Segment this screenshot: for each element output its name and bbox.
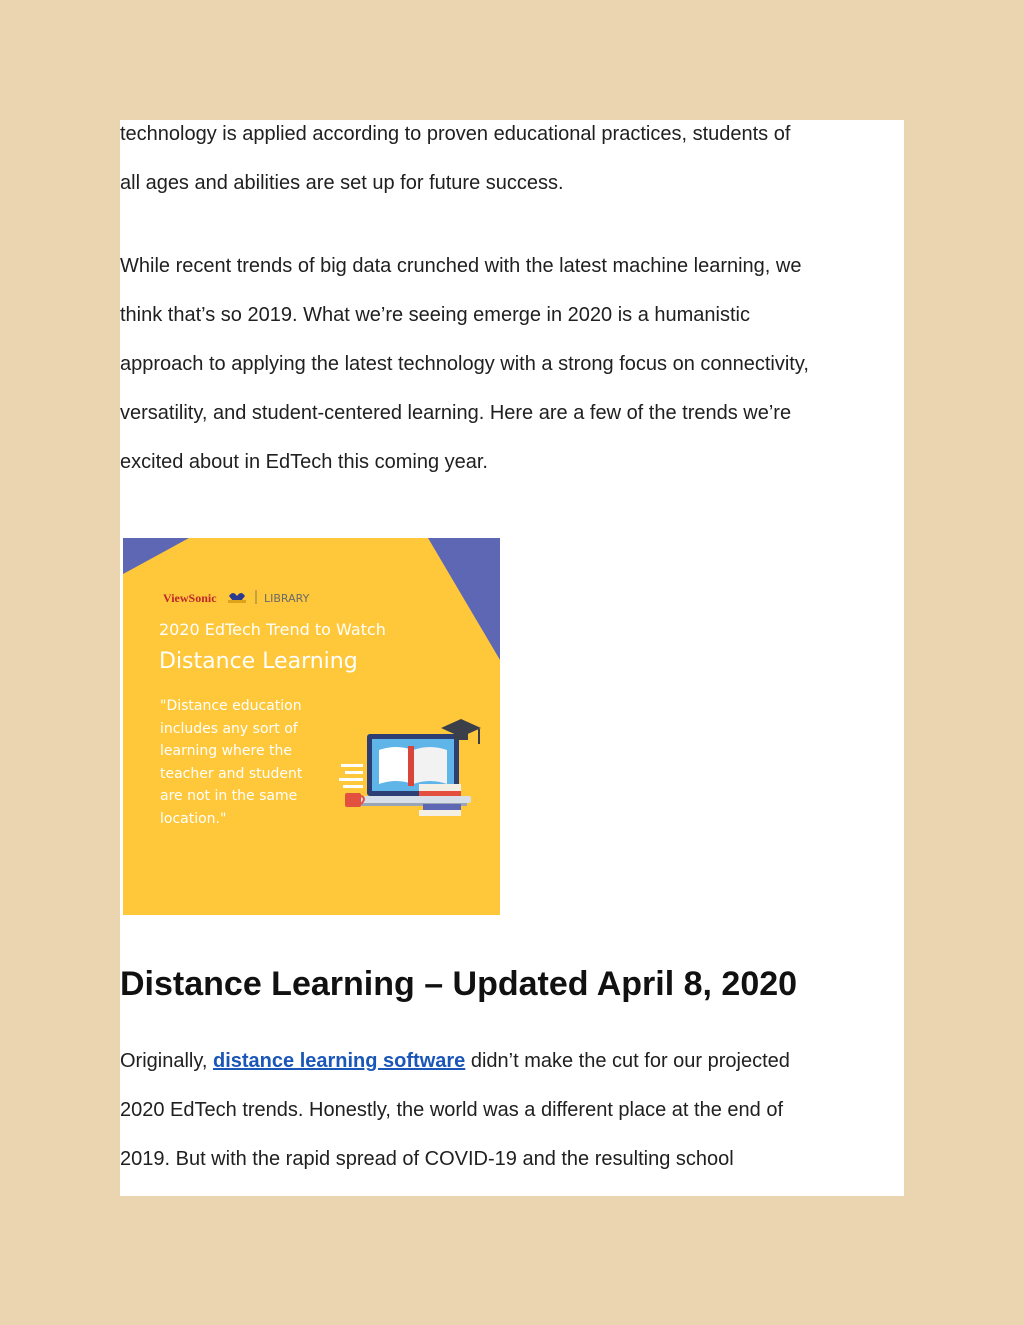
graphic-subtitle: 2020 EdTech Trend to Watch — [159, 620, 386, 639]
trends-paragraph — [120, 242, 809, 487]
distance-learning-software-link[interactable]: distance learning software — [213, 1050, 466, 1072]
books-stack-icon — [419, 784, 461, 796]
stacked-books-right-icon — [419, 804, 461, 816]
section-paragraph — [120, 1037, 790, 1184]
document-page — [120, 120, 904, 1196]
brand-logo-text: ViewSonic — [163, 591, 217, 605]
quote-line: are not in the same — [160, 788, 298, 804]
quote-line: "Distance education — [160, 698, 302, 714]
birds-logo-icon — [228, 593, 246, 603]
text-line: think that’s so 2019. What we’re seeing emerge in 2020 is a humanistic — [120, 304, 750, 326]
text-line: versatility, and student-centered learning. Here are a few of the trends we’re — [120, 402, 792, 424]
quote-line: teacher and student — [160, 766, 303, 782]
text-line: technology is applied according to proven educational practices, students of — [120, 123, 791, 145]
text-prefix: Originally, — [120, 1050, 213, 1072]
text-line: While recent trends of big data crunched with the latest machine learning, we — [120, 255, 802, 277]
corner-accent-left — [123, 538, 189, 574]
distance-learning-graphic — [123, 538, 500, 915]
motion-lines-icon — [339, 764, 363, 788]
quote-line: learning where the — [160, 743, 292, 759]
text-line: 2019. But with the rapid spread of COVID-19 and the resulting school — [120, 1148, 734, 1170]
text-line: excited about in EdTech this coming year. — [120, 451, 488, 473]
corner-accent-right — [428, 538, 500, 660]
library-label: LIBRARY — [264, 592, 310, 605]
intro-paragraph — [120, 110, 790, 208]
text-line: approach to applying the latest technology with a strong focus on connectivity, — [120, 353, 809, 375]
text-line: 2020 EdTech trends. Honestly, the world was a different place at the end of — [120, 1099, 783, 1121]
text-line: all ages and abilities are set up for future success. — [120, 172, 564, 194]
graphic-artwork — [123, 538, 500, 915]
quote-line: location." — [160, 811, 227, 827]
graphic-title: Distance Learning — [159, 649, 358, 674]
section-heading: Distance Learning – Updated April 8, 2020 — [120, 965, 798, 1003]
text-line — [120, 1037, 790, 1086]
text-suffix: didn’t make the cut for our projected — [465, 1050, 790, 1072]
quote-line: includes any sort of — [160, 721, 298, 737]
